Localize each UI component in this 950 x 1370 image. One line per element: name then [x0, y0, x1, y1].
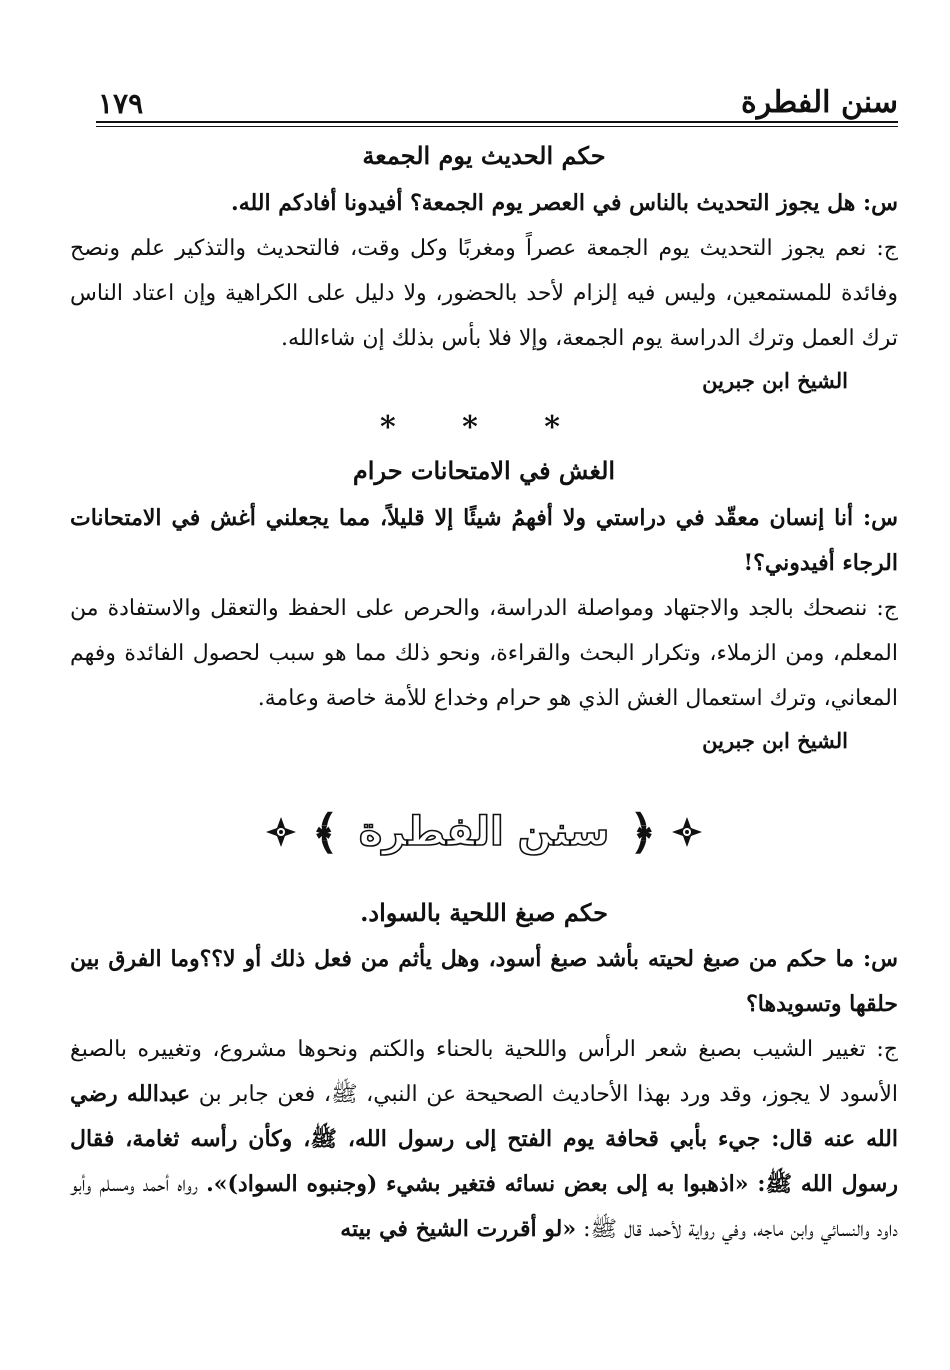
signature: الشيخ ابن جبرين — [702, 367, 848, 393]
header-rule — [96, 121, 898, 127]
section-title: حكم صبغ اللحية بالسواد. — [360, 897, 608, 927]
running-header — [98, 78, 898, 118]
section-separator: * * * — [380, 409, 588, 445]
page-number: ١٧٩ — [98, 87, 144, 120]
answer-text-plain: ج: تغيير الشيب بصبغ شعر الرأس واللحية بالحناء والكتم ونحوها مشروع، وتغييره بالصبغ الأسود لا يجوز، وقد ورد بهذا الأحاديث الصحيحة عن النبي، ﷺ، فعن جابر بن — [70, 1037, 899, 1108]
question-text: س: أنا إنسان معقّد في دراستي ولا أفهمُ شيئًا إلا قليلاً، مما يجعلني أغش في الامتحانات الرجاء أفيدوني؟! — [70, 504, 898, 576]
question-text: س: ما حكم من صبغ لحيته بأشد صبغ أسود، وهل يأثم من فعل ذلك أو لا؟؟وما الفرق بين حلقها وتسويدها؟ — [70, 946, 898, 1018]
answer-text: ج: ننصحك بالجد والاجتهاد ومواصلة الدراسة، والحرص على الحفظ والتعقل والاستفادة من المعلم، ومن الزملاء، وتكرار البحث والقراءة، ونحو ذلك مما هو سبب لحصول الفائدة وفهم المعاني، وترك استعمال الغش الذي هو حرام وخداع للأمة خاصة وعامة. — [70, 595, 898, 711]
section-title: الغش في الامتحانات حرام — [352, 455, 616, 485]
floral-ornament-icon — [264, 815, 298, 849]
book-title: سنن الفطرة — [740, 85, 898, 120]
chapter-title: سنن الفطرة — [358, 808, 610, 855]
answer-text — [70, 1027, 898, 1252]
fatwa-section — [70, 142, 898, 401]
question-text: س: هل يجوز التحديث بالناس في العصر يوم الجمعة؟ أفيدونا أفادكم الله. — [231, 189, 898, 216]
ornate-bracket-close: ﴾ — [311, 804, 339, 859]
signature: الشيخ ابن جبرين — [702, 727, 848, 753]
floral-ornament-icon — [670, 815, 704, 849]
ornate-bracket-open: ﴿ — [629, 804, 657, 859]
answer-text: ج: نعم يجوز التحديث يوم الجمعة عصراً ومغربًا وكل وقت، فالتحديث والتذكير علم ونصح وفائدة للمستمعين، وليس فيه إلزام لأحد بالحضور، ولا دليل على الكراهية وإن اعتاد الناس ترك العمل وترك الدراسة يوم الجمعة، وإلا فلا بأس بذلك إن شاءالله. — [70, 235, 898, 351]
hadith-text: عبدالله رضي الله عنه قال: جيء بأبي قحافة يوم الفتح إلى رسول الله، ﷺ، وكأن رأسه ثغامة، فقال رسول الله ﷺ: «اذهبوا به إلى بعض نسائه فتغير بشيء (وجنبوه السواد)». — [70, 1081, 898, 1198]
hadith-text: «لو أقررت الشيخ في بيته — [340, 1216, 577, 1243]
chapter-banner — [70, 804, 898, 859]
fatwa-section — [70, 899, 898, 1253]
fatwa-section — [70, 457, 898, 761]
page-content — [70, 138, 898, 1260]
answer-text-plain: رواه أحمد ومسلم وأبو داود والنسائي وابن ماجه، وفي رواية لأحمد قال ﷺ: — [70, 1172, 898, 1243]
section-title: حكم الحديث يوم الجمعة — [362, 141, 606, 170]
